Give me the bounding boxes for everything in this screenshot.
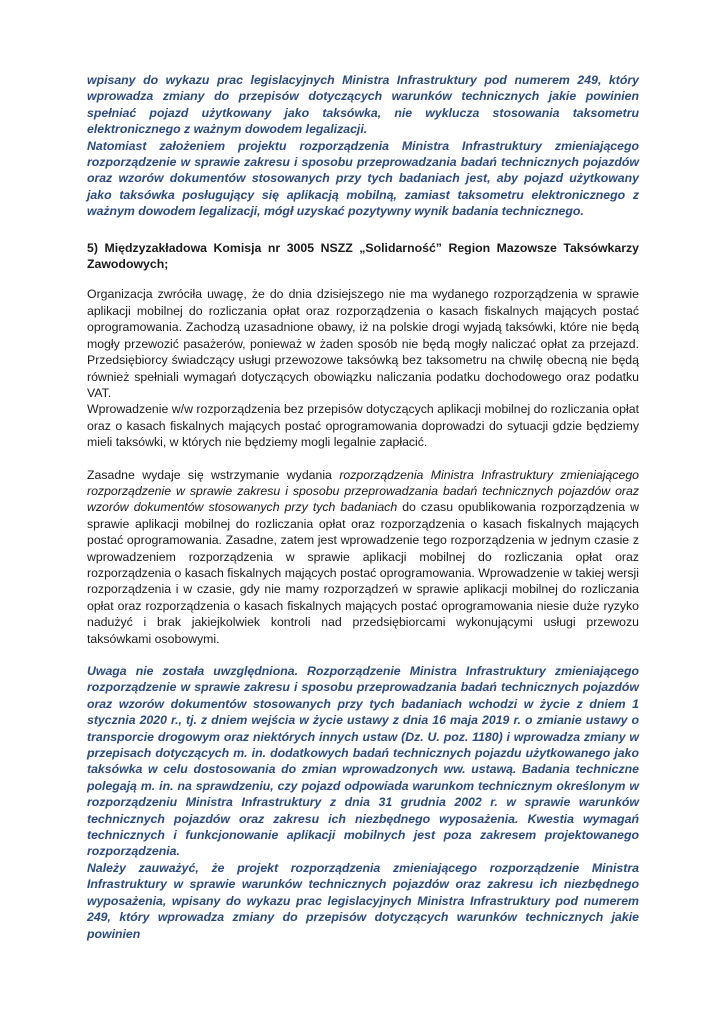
- ministry-response-paragraph: Natomiast założeniem projektu rozporządzenia Ministra Infrastruktury zmieniającego rozporządzenie w sprawie zakresu i sposobu przeprowadzania badań technicznych pojazdów oraz wzorów dokumentów stosowanych przy tych badaniach jest, aby pojazd użytkowany jako taksówka posługujący się aplikacją mobilną, zamiast taksometru elektronicznego z ważnym dowodem legalizacji, mógł uzyskać pozytywny wynik badania technicznego.: [87, 138, 639, 219]
- body-paragraph: Organizacja zwróciła uwagę, że do dnia dzisiejszego nie ma wydanego rozporządzenia w sprawie aplikacji mobilnej do rozliczania opłat oraz rozporządzenia o kasach fiskalnych mających postać oprogramowania. Zachodzą uzasadnione obawy, iż na polskie drogi wyjadą taksówki, które nie będą mogły przewozić pasażerów, ponieważ w żaden sposób nie będą mogły naliczać opłat za przejazd. Przedsiębiorcy świadczący usługi przewozowe taksówką bez taksometru na chwilę obecną nie będą również spełniali wymagań dotyczących obowiązku naliczania podatku dochodowego oraz podatku VAT.: [87, 287, 639, 400]
- body-paragraph: [87, 467, 639, 647]
- body-text: Zasadne wydaje się wstrzymanie wydania: [87, 467, 340, 482]
- regulation-title-italic: rozporządzenia Ministra Infrastruktury zmieniającego rozporządzenie w sprawie zakresu i sposobu przeprowadzania badań technicznych pojazdów oraz wzorów dokumentów stosowanych przy tych badaniach: [87, 467, 639, 515]
- document-page: [87, 72, 639, 942]
- body-text: do czasu opublikowania rozporządzenia w sprawie aplikacji mobilnej do rozliczania opłat oraz rozporządzenia o kasach fiskalnych mających postać oprogramowania. Zasadne, zatem jest wprowadzenie tego rozporządzenia w jednym czasie z wprowadzeniem rozporządzenia w sprawie aplikacji mobilnej do rozliczania opłat oraz rozporządzenia o kasach fiskalnych mających postać oprogramowania. Wprowadzenie w takiej wersji rozporządzenia i w czasie, gdy nie mamy rozporządzeń w sprawie aplikacji mobilnej do rozliczania opłat oraz rozporządzenia o kasach fiskalnych mających postać oprogramowania niesie duże ryzyko nadużyć i brak jakiejkolwiek kontroli nad przedsiębiorcami wykonującymi usługi przewozu taksówkami osobowymi.: [87, 500, 640, 646]
- body-paragraph: Wprowadzenie w/w rozporządzenia bez przepisów dotyczących aplikacji mobilnej do rozliczania opłat oraz o kasach fiskalnych mających postać oprogramowania doprowadzi do sytuacji gdzie będziemy mieli taksówki, w których nie będziemy mogli legalnie zapłacić.: [87, 402, 639, 450]
- ministry-response-paragraph: wpisany do wykazu prac legislacyjnych Ministra Infrastruktury pod numerem 249, który wprowadza zmiany do przepisów dotyczących warunków technicznych jakie powinien spełniać pojazd użytkowany jako taksówka, nie wyklucza stosowania taksometru elektronicznego z ważnym dowodem legalizacji.: [87, 73, 639, 137]
- ministry-response-paragraph: Należy zauważyć, że projekt rozporządzenia zmieniającego rozporządzenie Ministra Infrastruktury w sprawie warunków technicznych pojazdów oraz zakresu ich niezbędnego wyposażenia, wpisany do wykazu prac legislacyjnych Ministra Infrastruktury pod numerem 249, który wprowadza zmiany do przepisów dotyczących warunków technicznych jakie powinien: [87, 860, 639, 941]
- ministry-response-paragraph: Uwaga nie została uwzględniona. Rozporządzenie Ministra Infrastruktury zmieniającego rozporządzenie w sprawie zakresu i sposobu przeprowadzania badań technicznych pojazdów oraz wzorów dokumentów stosowanych przy tych badaniach wchodzi w życie z dniem 1 stycznia 2020 r., tj. z dniem wejścia w życie ustawy z dnia 16 maja 2019 r. o zmianie ustawy o transporcie drogowym oraz niektórych innych ustaw (Dz. U. poz. 1180) i wprowadza zmiany w przepisach dotyczących m. in. dodatkowych badań technicznych pojazdu użytkowanego jako taksówka w celu dostosowania do zmian wprowadzonych ww. ustawą. Badania techniczne polegają m. in. na sprawdzeniu, czy pojazd odpowiada warunkom technicznym określonym w rozporządzeniu Ministra Infrastruktury z dnia 31 grudnia 2002 r. w sprawie warunków technicznych pojazdów oraz zakresu ich niezbędnego wyposażenia. Kwestia wymagań technicznych i funkcjonowanie aplikacji mobilnych jest poza zakresem projektowanego rozporządzenia.: [87, 664, 639, 859]
- section-heading: 5) Międzyzakładowa Komisja nr 3005 NSZZ „Solidarność” Region Mazowsze Taksówkarzy Zawodowych;: [87, 240, 639, 272]
